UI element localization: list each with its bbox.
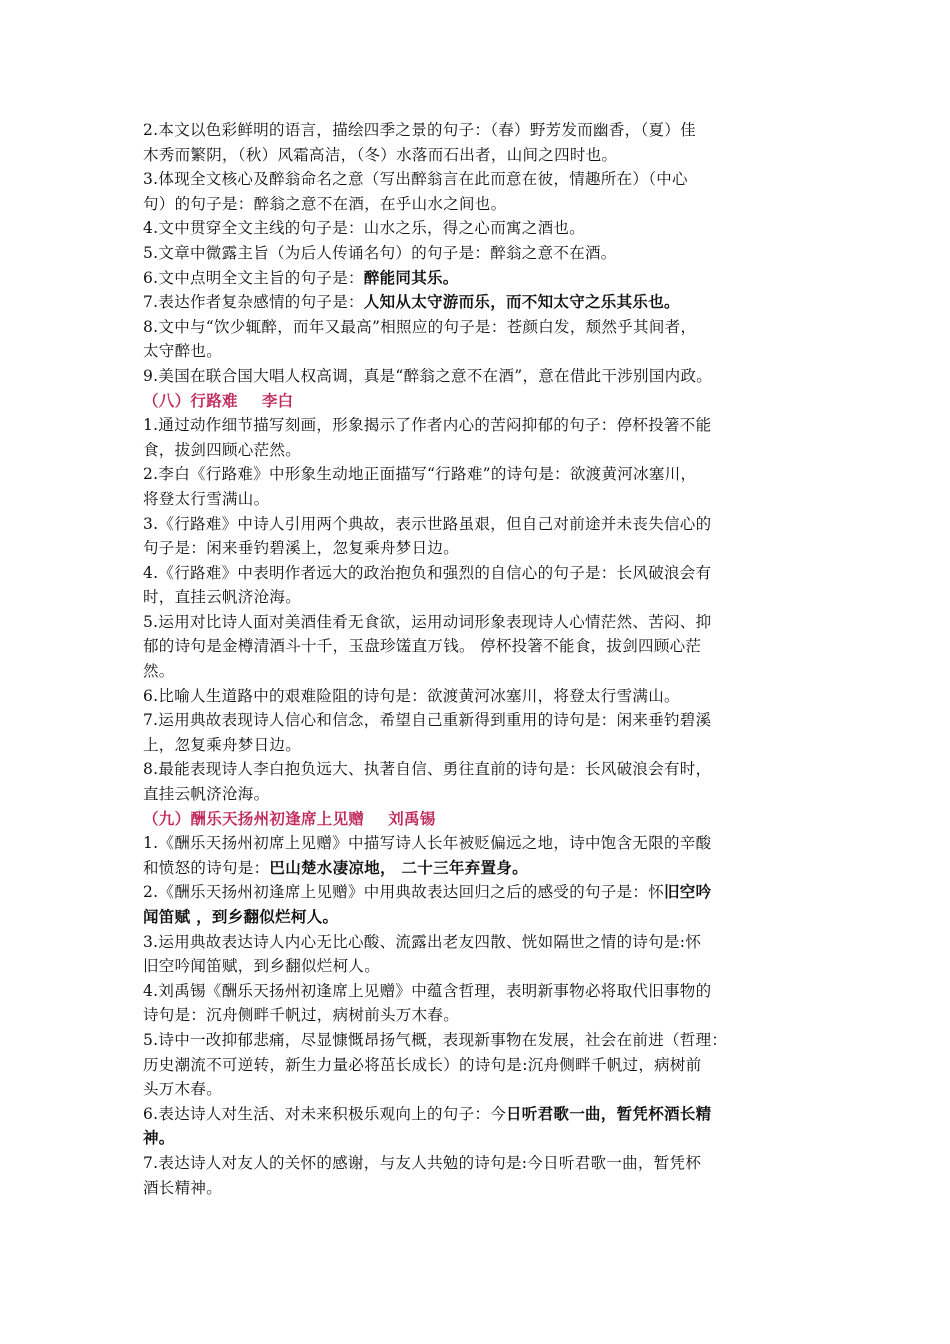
text-line: 3.《行路难》中诗人引用两个典故，表示世路虽艰，但自己对前途并未丧失信心的 xyxy=(143,514,712,533)
text-line: 7.运用典故表现诗人信心和信念，希望自己重新得到重用的诗句是：闲来垂钓碧溪 xyxy=(143,711,712,730)
text-line: 4.文中贯穿全文主线的句子是：山水之乐，得之心而寓之酒也。 xyxy=(143,219,585,238)
document-body xyxy=(143,118,808,1200)
text-line: 将登太行雪满山。 xyxy=(143,489,270,508)
text-line xyxy=(143,266,808,291)
bold-answer: 人知从太守游而乐，而不知太守之乐其乐也。 xyxy=(363,293,680,312)
text-line: 6.比喻人生道路中的艰难险阻的诗句是：欲渡黄河冰塞川，将登太行雪满山。 xyxy=(143,686,680,705)
text-line: 4.刘禹锡《酬乐天扬州初逢席上见赠》中蕴含哲理，表明新事物必将取代旧事物的 xyxy=(143,981,712,1000)
text-span: 2.《酬乐天扬州初逢席上见赠》中用典故表达回归之后的感受的句子是：怀 xyxy=(143,883,664,902)
text-line: 2.本文以色彩鲜明的语言，描绘四季之景的句子：（春）野芳发而幽香，（夏）佳 xyxy=(143,121,696,139)
section-title: （八）行路难 xyxy=(143,391,238,410)
section-author: 李白 xyxy=(261,391,294,410)
text-span: 和愤怒的诗句是： xyxy=(143,858,270,877)
text-line xyxy=(143,856,808,881)
text-line: 7.表达诗人对友人的关怀的感谢，与友人共勉的诗句是:今日听君歌一曲，暂凭杯 xyxy=(143,1153,702,1172)
section-heading xyxy=(143,807,808,832)
text-span: 7.表达作者复杂感情的句子是： xyxy=(143,293,364,312)
text-line: 句子是：闲来垂钓碧溪上，忽复乘舟梦日边。 xyxy=(143,539,460,558)
text-line: 酒长精神。 xyxy=(143,1178,223,1197)
text-line: 历史潮流不可逆转，新生力量必将茁长成长）的诗句是:沉舟侧畔千帆过，病树前 xyxy=(143,1055,702,1074)
text-line: 上，忽复乘舟梦日边。 xyxy=(143,735,302,754)
text-line: 木秀而繁阴，（秋）风霜高洁，（冬）水落而石出者，山间之四时也。 xyxy=(143,145,618,164)
bold-answer: 旧空吟 xyxy=(664,883,712,902)
bold-answer: 醉能同其乐。 xyxy=(363,268,459,287)
text-line: 4.《行路难》中表明作者远大的政治抱负和强烈的自信心的句子是：长风破浪会有 xyxy=(143,563,712,582)
text-span: 6.文中点明全文主旨的句子是： xyxy=(143,268,364,287)
text-line: 1.《酬乐天扬州初席上见赠》中描写诗人长年被贬偏远之地，诗中饱含无限的辛酸 xyxy=(143,834,712,853)
text-line: 直挂云帆济沧海。 xyxy=(143,785,270,804)
text-line: 太守醉也。 xyxy=(143,342,223,361)
text-line: 然。 xyxy=(143,662,175,681)
bold-answer-line: 神。 xyxy=(143,1129,175,1148)
text-line: 1.通过动作细节描写刻画，形象揭示了作者内心的苦闷抑郁的句子：停杯投箸不能 xyxy=(143,416,712,435)
text-span: 6.表达诗人对生活、对未来积极乐观向上的句子：今 xyxy=(143,1104,506,1123)
text-line: 诗句是：沉舟侧畔千帆过，病树前头万木春。 xyxy=(143,1006,460,1025)
bold-answer: 日听君歌一曲，暂凭杯酒长精 xyxy=(506,1104,712,1123)
text-line: 8.最能表现诗人李白抱负远大、执著自信、勇往直前的诗句是：长风破浪会有时， xyxy=(143,760,712,779)
text-line: 时，直挂云帆济沧海。 xyxy=(143,588,302,607)
section-title: （九）酬乐天扬州初逢席上见赠 xyxy=(143,809,365,828)
section-heading xyxy=(143,389,808,414)
text-line: 句）的句子是：醉翁之意不在酒，在乎山水之间也。 xyxy=(143,194,507,213)
text-line: 5.文章中微露主旨（为后人传诵名句）的句子是：醉翁之意不在酒。 xyxy=(143,243,617,262)
text-line: 食，拔剑四顾心茫然。 xyxy=(143,440,302,459)
bold-answer-line: 闻笛赋 ，到乡翻似烂柯人。 xyxy=(143,908,339,926)
text-line: 旧空吟闻笛赋，到乡翻似烂柯人。 xyxy=(143,957,381,976)
text-line: 5.运用对比诗人面对美酒佳肴无食欲，运用动词形象表现诗人心情茫然、苦闷、抑 xyxy=(143,612,712,631)
text-line: 2.李白《行路难》中形象生动地正面描写“行路难”的诗句是：欲渡黄河冰塞川， xyxy=(143,465,697,484)
text-line: 3.运用典故表达诗人内心无比心酸、流露出老友四散、恍如隔世之情的诗句是:怀 xyxy=(143,932,702,951)
text-line: 头万木春。 xyxy=(143,1080,223,1099)
text-line xyxy=(143,880,808,905)
text-line: 8.文中与“饮少辄醉，而年又最高”相照应的句子是：苍颜白发，颓然乎其间者， xyxy=(143,317,697,336)
text-line: 郁的诗句是金樽清酒斗十千，玉盘珍馐直万钱。 停杯投箸不能食，拔剑四顾心茫 xyxy=(143,637,702,656)
section-author: 刘禹锡 xyxy=(388,809,436,828)
bold-answer: 巴山楚水凄凉地， 二十三年弃置身。 xyxy=(269,858,528,877)
text-line: 5.诗中一改抑郁悲痛，尽显慷慨昂扬气概，表现新事物在发展，社会在前进（哲理： xyxy=(143,1030,728,1049)
text-line: 9.美国在联合国大唱人权高调，真是“醉翁之意不在酒”，意在借此干涉别国内政。 xyxy=(143,366,713,385)
text-line: 3.体现全文核心及醉翁命名之意（写出醉翁言在此而意在彼，情趣所在）（中心 xyxy=(143,170,688,189)
text-line xyxy=(143,290,808,315)
text-line xyxy=(143,1102,808,1127)
